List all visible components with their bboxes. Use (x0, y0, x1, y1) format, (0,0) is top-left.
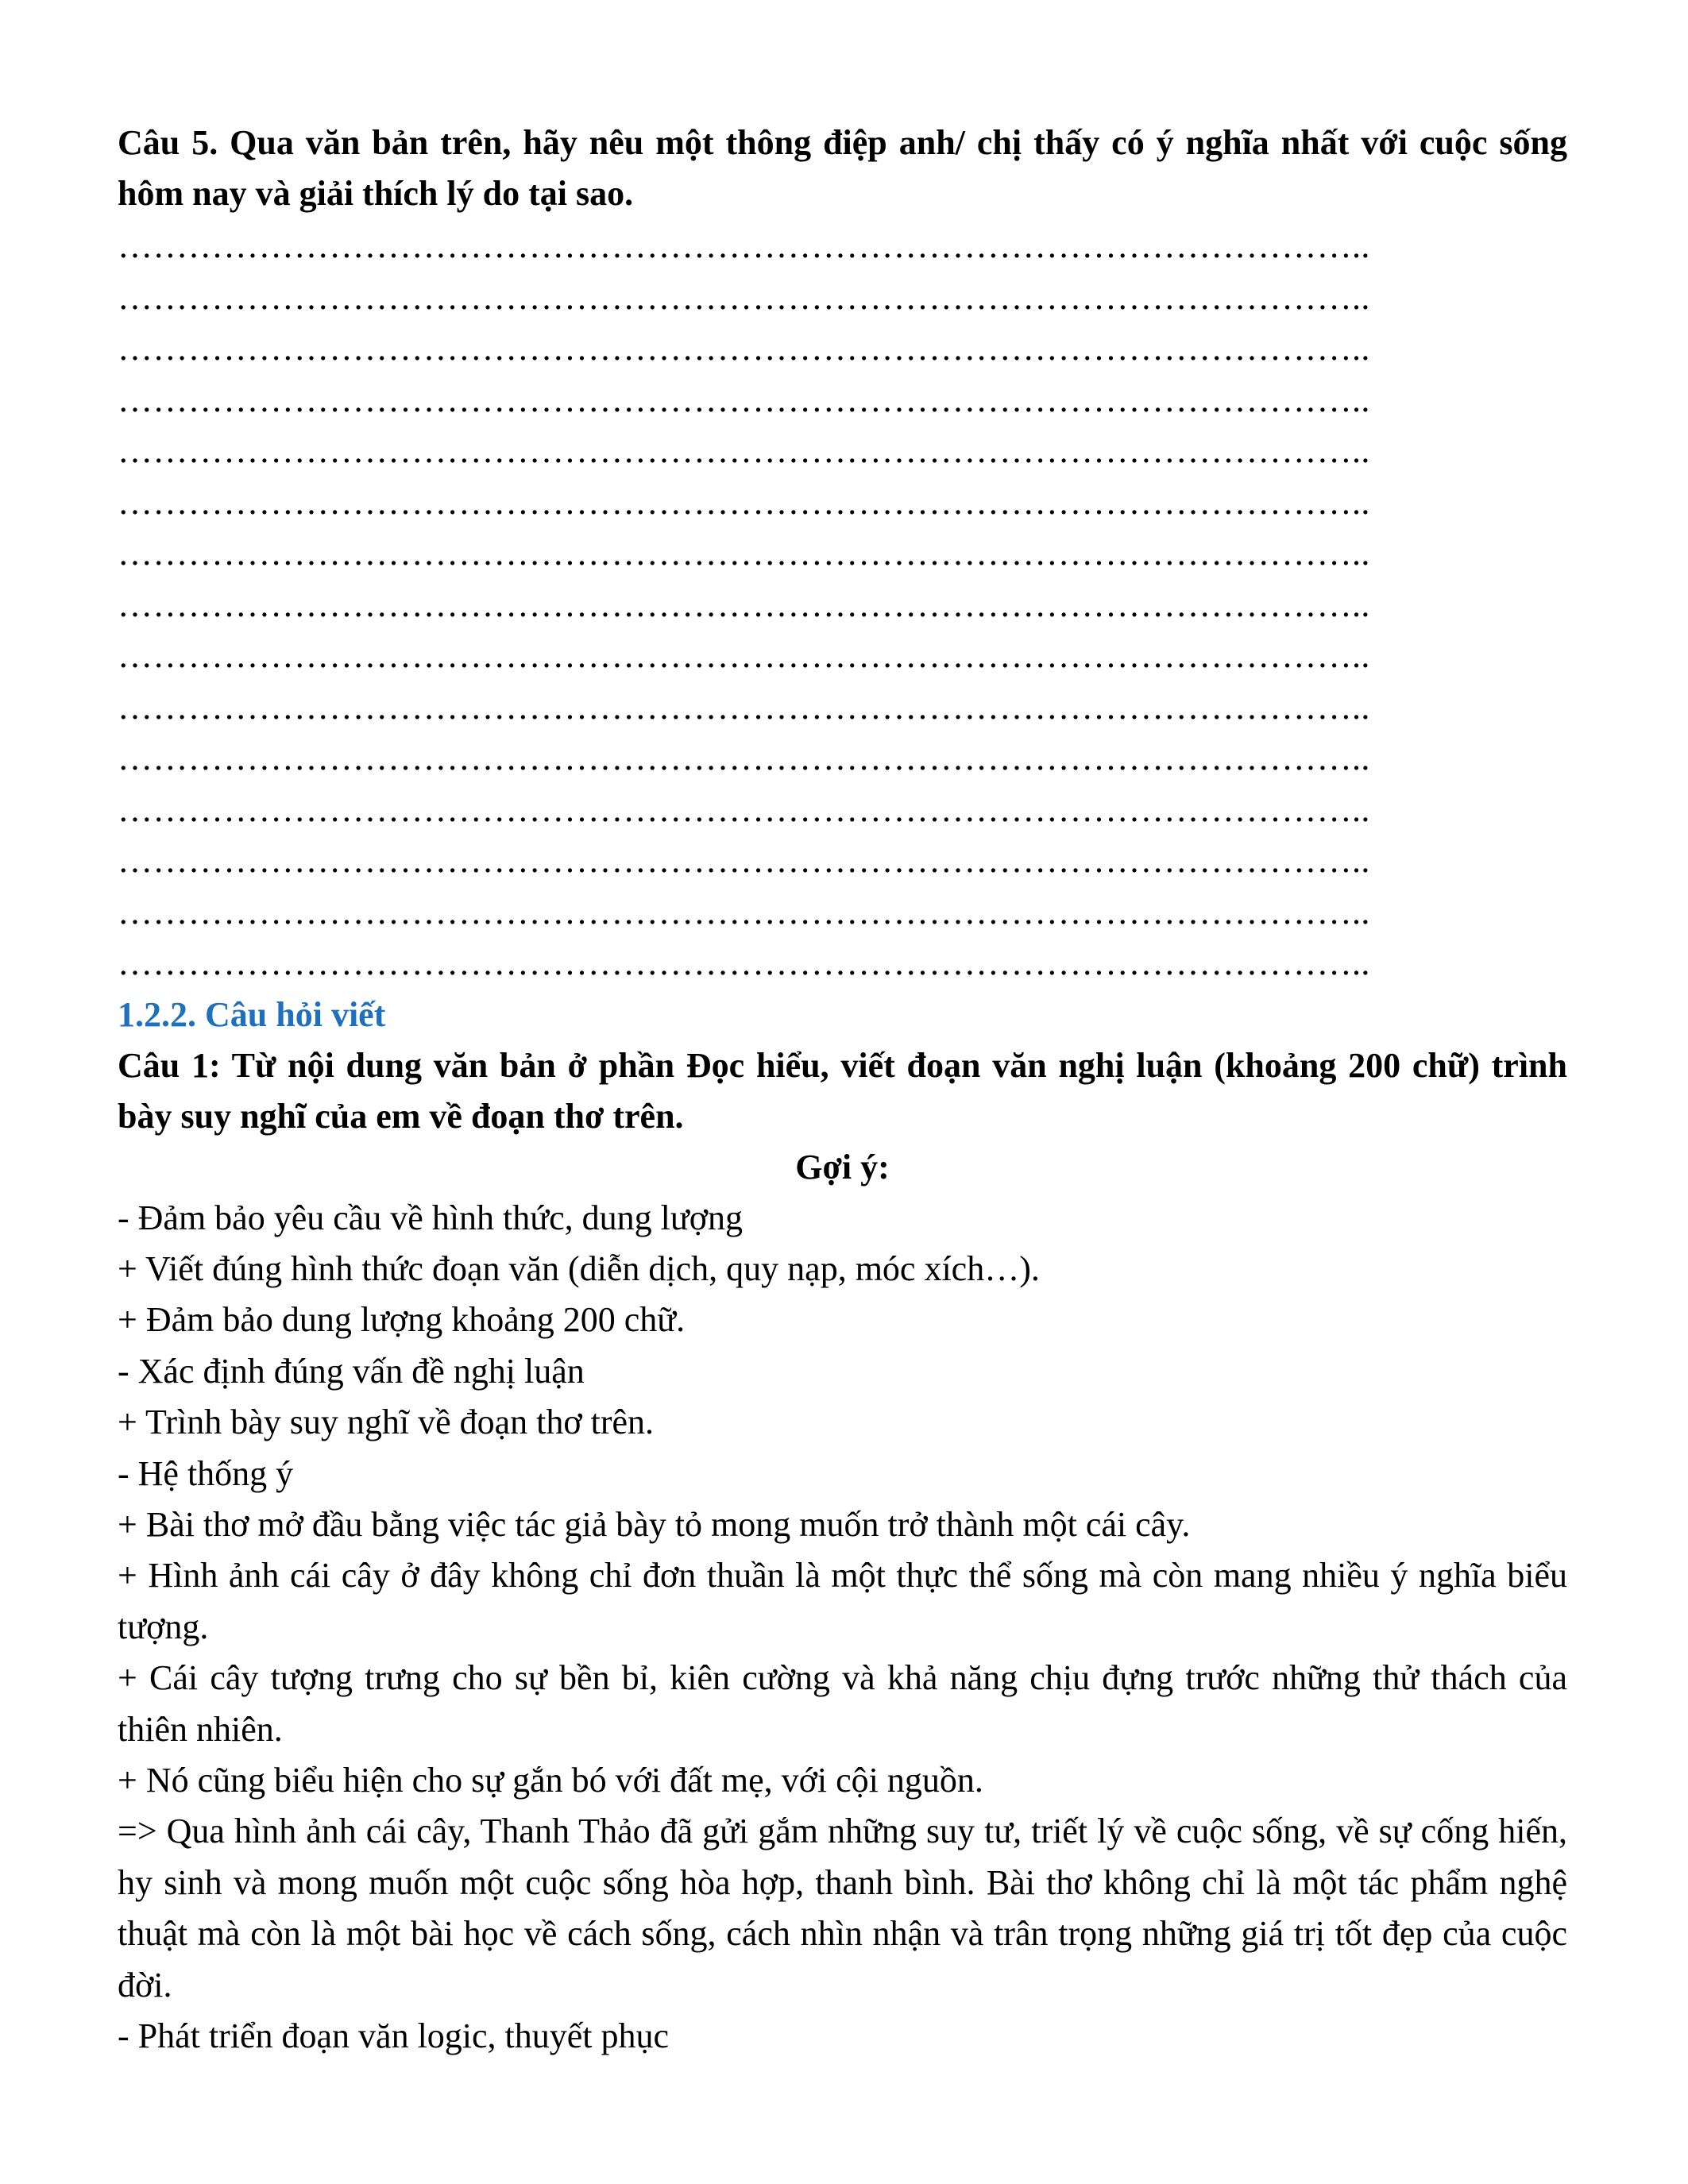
hint-line: + Hình ảnh cái cây ở đây không chỉ đơn thuần là một thực thể sống mà còn mang nhiều ý nghĩa biểu tượng. (118, 1556, 1567, 1646)
answer-line[interactable]: …………………………………………………………………………………………….. (118, 277, 1370, 317)
answer-area[interactable] (118, 221, 1567, 990)
answer-line[interactable]: …………………………………………………………………………………………….. (118, 380, 1370, 419)
hint-line: + Đảm bảo dung lượng khoảng 200 chữ. (118, 1300, 686, 1340)
hint-line: - Hệ thống ý (118, 1453, 294, 1493)
answer-line[interactable]: …………………………………………………………………………………………….. (118, 687, 1370, 727)
answer-line[interactable]: …………………………………………………………………………………………….. (118, 943, 1370, 982)
hint-body (118, 1193, 1567, 2062)
answer-line[interactable]: …………………………………………………………………………………………….. (118, 739, 1370, 778)
answer-line[interactable]: …………………………………………………………………………………………….. (118, 789, 1370, 829)
section-heading: 1.2.2. Câu hỏi viết (118, 994, 386, 1034)
hint-line: + Nó cũng biểu hiện cho sự gắn bó với đất mẹ, với cội nguồn. (118, 1760, 983, 1800)
answer-line[interactable]: …………………………………………………………………………………………….. (118, 636, 1370, 675)
hint-line: - Xác định đúng vấn đề nghị luận (118, 1351, 585, 1391)
answer-line[interactable]: …………………………………………………………………………………………….. (118, 841, 1370, 880)
answer-line[interactable]: …………………………………………………………………………………………….. (118, 534, 1370, 573)
hint-line: - Đảm bảo yêu cầu về hình thức, dung lượng (118, 1198, 743, 1237)
hint-line: + Bài thơ mở đầu bằng việc tác giả bày tỏ mong muốn trở thành một cái cây. (118, 1504, 1191, 1544)
answer-line[interactable]: …………………………………………………………………………………………….. (118, 329, 1370, 368)
answer-line[interactable]: …………………………………………………………………………………………….. (118, 431, 1370, 470)
hint-line: + Trình bày suy nghĩ về đoạn thơ trên. (118, 1403, 655, 1442)
document-page (118, 118, 1567, 2062)
hint-line: + Cái cây tượng trưng cho sự bền bỉ, kiên cường và khả năng chịu đựng trước những thử thách của thiên nhiên. (118, 1658, 1567, 1749)
hint-conclusion: => Qua hình ảnh cái cây, Thanh Thảo đã gửi gắm những suy tư, triết lý về cuộc sống, về sự cống hiến, hy sinh và mong muốn một cuộc sống hòa hợp, thanh bình. Bài thơ không chỉ là một tác phẩm nghệ thuật mà còn là một bài học về cách sống, cách nhìn nhận và trân trọng những giá trị tốt đẹp của cuộc đời. (118, 1812, 1567, 2005)
answer-line[interactable]: …………………………………………………………………………………………….. (118, 892, 1370, 932)
answer-line[interactable]: …………………………………………………………………………………………….. (118, 585, 1370, 624)
answer-line[interactable]: …………………………………………………………………………………………….. (118, 226, 1370, 265)
hint-title: Gợi ý: (795, 1147, 890, 1187)
answer-line[interactable]: …………………………………………………………………………………………….. (118, 482, 1370, 522)
hint-line: - Phát triển đoạn văn logic, thuyết phục (118, 2016, 670, 2055)
hint-line: + Viết đúng hình thức đoạn văn (diễn dịch, quy nạp, móc xích…). (118, 1248, 1040, 1288)
question-1: Câu 1: Từ nội dung văn bản ở phần Đọc hiểu, viết đoạn văn nghị luận (khoảng 200 chữ) trình bày suy nghĩ của em về đoạn thơ trên. (118, 1045, 1567, 1136)
question-5: Câu 5. Qua văn bản trên, hãy nêu một thông điệp anh/ chị thấy có ý nghĩa nhất với cuộc sống hôm nay và giải thích lý do tại sao. (118, 123, 1567, 213)
